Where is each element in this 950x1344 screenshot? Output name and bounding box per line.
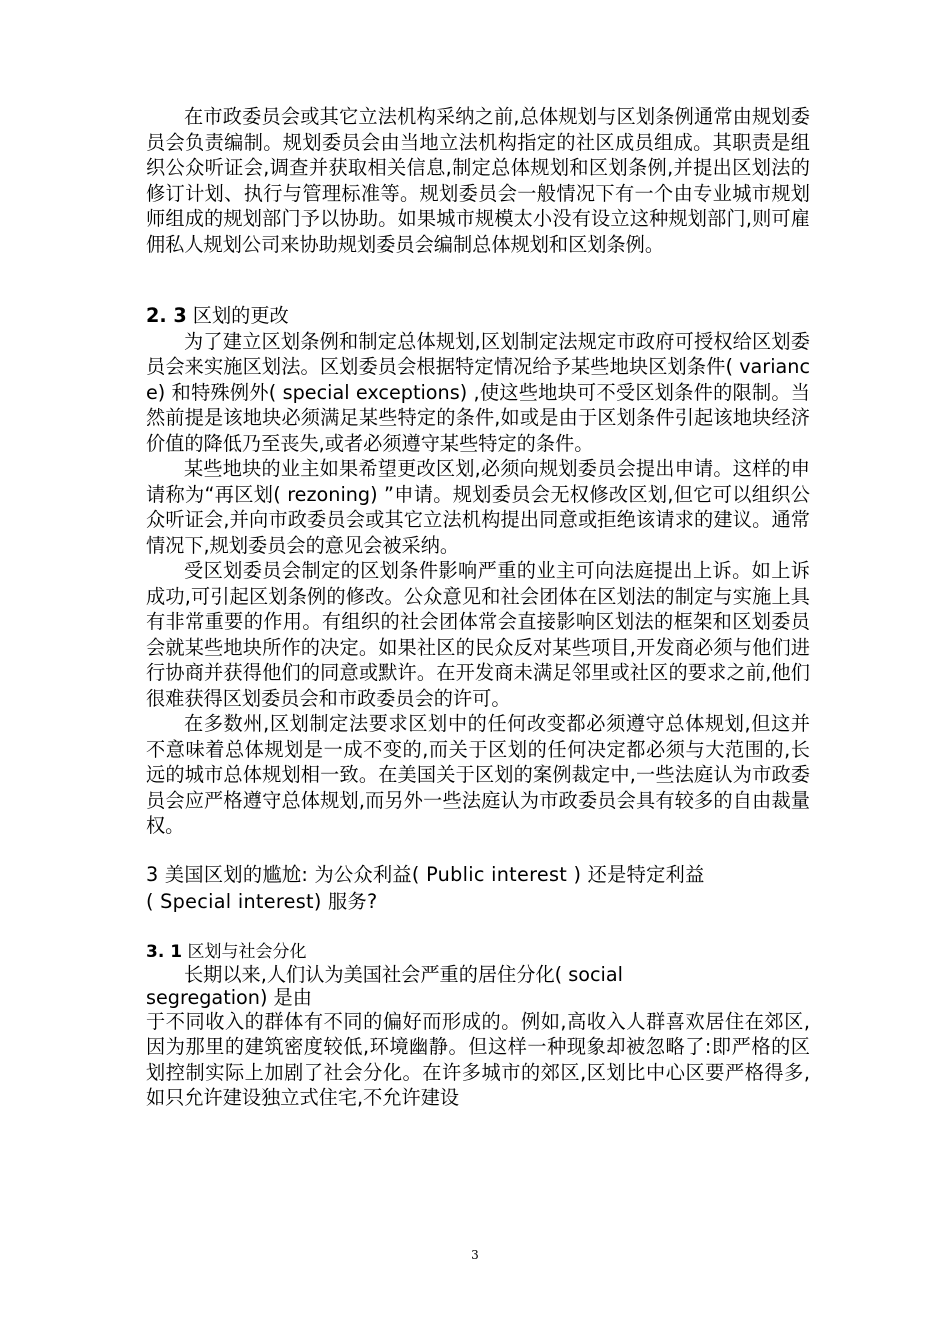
section-3-title-line-2: ( Special interest) 服务? — [146, 889, 378, 913]
page-number: 3 — [471, 1248, 479, 1262]
section-number: 2. 3 — [146, 304, 187, 327]
section-2-3-paragraph-1: 为了建立区划条例和制定总体规划,区划制定法规定市政府可授权给区划委员会来实施区划法。区划委员会根据特定情况给予某些地块区划条件( variance) 和特殊例外( special exceptions) ,使这些地块可不受区划条件的限制。当然前提是该地块必须满足某些特定的条件,如或是由于区划条件引起该地块经济价值的降低乃至丧失,或者必须遵守某些特定的条件。 — [146, 329, 810, 455]
section-3-1-heading — [146, 941, 810, 963]
intro-paragraph: 在市政委员会或其它立法机构采纳之前,总体规划与区划条例通常由规划委员会负责编制。规划委员会由当地立法机构指定的社区成员组成。其职责是组织公众听证会,调查并获取相关信息,制定总体规划和区划条例,并提出区划法的修订计划、执行与管理标准等。规划委员会一般情况下有一个由专业城市规划师组成的规划部门予以协助。如果城市规模太小没有设立这种规划部门,则可雇佣私人规划公司来协助规划委员会编制总体规划和区划条例。 — [146, 105, 810, 256]
section-3-1-line-1: 长期以来,人们认为美国社会严重的居住分化( social — [184, 962, 623, 986]
section-2-3-paragraph-4: 在多数州,区划制定法要求区划中的任何改变都必须遵守总体规划,但这并不意味着总体规划是一成不变的,而关于区划的任何决定都必须与大范围的,长远的城市总体规划相一致。在美国关于区划的案例裁定中,一些法庭认为市政委员会应严格遵守总体规划,而另外一些法庭认为市政委员会具有较多的自由裁量权。 — [146, 712, 810, 837]
page-content — [146, 104, 810, 1111]
section-number: 3. 1 — [146, 941, 183, 962]
section-title: 区划与社会分化 — [187, 941, 307, 962]
section-3-1-paragraph: 于不同收入的群体有不同的偏好而形成的。例如,高收入人群喜欢居住在郊区,因为那里的建筑密度较低,环境幽静。但这样一种现象却被忽略了:即严格的区划控制实际上加剧了社会分化。在许多城市的郊区,区划比中心区要严格得多,如只允许建设独立式住宅,不允许建设 — [146, 1009, 810, 1109]
section-title: 区划的更改 — [192, 304, 289, 327]
section-3-title-line-1: 3 美国区划的尴尬: 为公众利益( Public interest ) 还是特定利益 — [146, 862, 705, 886]
section-2-3-heading — [146, 303, 810, 329]
section-2-3-paragraph-2: 某些地块的业主如果希望更改区划,必须向规划委员会提出申请。这样的申请称为“再区划( rezoning) ”申请。规划委员会无权修改区划,但它可以组织公众听证会,并向市政委员会或其它立法机构提出同意或拒绝该请求的建议。通常情况下,规划委员会的意见会被采纳。 — [146, 457, 810, 557]
section-3-heading — [146, 861, 810, 915]
section-3-1-line-2: segregation) 是由 — [146, 985, 312, 1009]
section-2-3-paragraph-3: 受区划委员会制定的区划条件影响严重的业主可向法庭提出上诉。如上诉成功,可引起区划条例的修改。公众意见和社会团体在区划法的制定与实施上具有非常重要的作用。有组织的社会团体常会直接影响区划法的框架和区划委员会就某些地块所作的决定。如果社区的民众反对某些项目,开发商必须与他们进行协商并获得他们的同意或默许。在开发商未满足邻里或社区的要求之前,他们很难获得区划委员会和市政委员会的许可。 — [146, 559, 810, 710]
